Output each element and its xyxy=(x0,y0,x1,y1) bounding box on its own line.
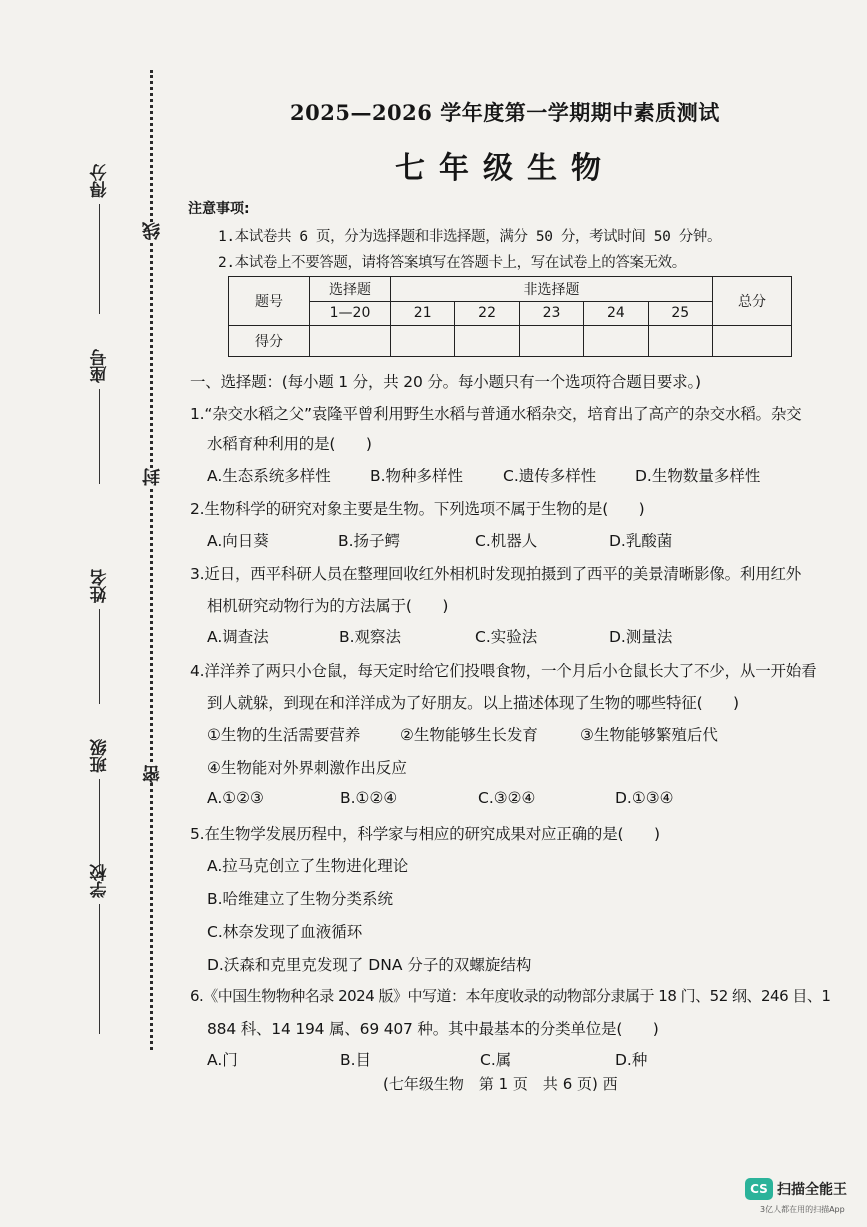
seal-char-seal: 封 xyxy=(142,468,163,486)
statement: ②生物能够生长发育 xyxy=(400,726,538,744)
seal-char-secret: 密 xyxy=(142,765,163,783)
question-5-text: 5.在生物学发展历程中，科学家与相应的研究成果对应正确的是( ) xyxy=(190,825,660,843)
field-class: 班级 xyxy=(80,730,120,880)
table-cell-empty xyxy=(455,326,519,357)
option-b: B.目 xyxy=(340,1051,372,1069)
question-2-text: 2.生物科学的研究对象主要是生物。下列选项不属于生物的是( ) xyxy=(190,500,645,518)
table-cell-q21: 21 xyxy=(391,301,455,326)
question-5-option-d: D.沃森和克里克发现了 DNA 分子的双螺旋结构 xyxy=(207,956,532,974)
table-cell-empty xyxy=(391,326,455,357)
field-score: 得分 xyxy=(80,150,120,320)
table-cell-q22: 22 xyxy=(455,301,519,326)
option-b: B.扬子鳄 xyxy=(338,532,401,550)
option-a: A.门 xyxy=(207,1051,238,1069)
option-a: A.向日葵 xyxy=(207,532,269,550)
question-3-text: 3.近日，西平科研人员在整理回收红外相机时发现拍摄到了西平的美景清晰影像。利用红外 xyxy=(190,565,802,583)
statement: ①生物的生活需要营养 xyxy=(207,726,361,744)
option-a: A.调查法 xyxy=(207,628,269,646)
table-header-number: 题号 xyxy=(229,277,310,326)
field-seat-number: 座号 xyxy=(80,340,120,490)
table-cell-q23: 23 xyxy=(519,301,583,326)
table-cell-empty xyxy=(519,326,583,357)
seal-char-line: 线 xyxy=(142,222,163,240)
table-header-choice: 选择题 xyxy=(310,277,391,302)
field-school: 学校 xyxy=(80,860,120,1040)
field-name: 姓名 xyxy=(80,560,120,710)
option-d: D.生物数量多样性 xyxy=(635,467,761,485)
option-d: D.种 xyxy=(615,1051,648,1069)
exam-title: 2025—2026 学年度第一学期期中素质测试 xyxy=(290,100,720,125)
score-table xyxy=(228,276,792,357)
option-c: C.遗传多样性 xyxy=(503,467,597,485)
statement: ③生物能够繁殖后代 xyxy=(580,726,718,744)
question-4-text: 到人就躲，到现在和洋洋成为了好朋友。以上描述体现了生物的哪些特征( ) xyxy=(207,694,739,712)
question-6-text: 6.《中国生物物种名录 2024 版》中写道：本年度收录的动物部分隶属于 18 门、52 纲、246 目、1 xyxy=(190,987,831,1005)
question-5-option-a: A.拉马克创立了生物进化理论 xyxy=(207,857,409,875)
table-cell-empty xyxy=(584,326,648,357)
section-heading: 一、选择题：(每小题 1 分，共 20 分。每小题只有一个选项符合题目要求。) xyxy=(190,373,701,391)
question-5-option-b: B.哈维建立了生物分类系统 xyxy=(207,890,394,908)
table-cell-q25: 25 xyxy=(648,301,712,326)
option-b: B.①②④ xyxy=(340,789,398,807)
question-5-option-c: C.林奈发现了血液循环 xyxy=(207,923,363,941)
scanner-name: 扫描全能王 xyxy=(777,1182,847,1198)
question-6-text: 884 科、14 194 属、69 407 种。其中最基本的分类单位是( ) xyxy=(207,1020,659,1038)
exam-subject: 七年级生物 xyxy=(395,151,615,186)
question-1-text: 1.“杂交水稻之父”袁隆平曾利用野生水稻与普通水稻杂交，培育出了高产的杂交水稻。杂交 xyxy=(190,405,802,423)
question-3-text: 相机研究动物行为的方法属于( ) xyxy=(207,597,449,615)
statement: ④生物能对外界刺激作出反应 xyxy=(207,759,407,777)
scanner-watermark xyxy=(745,1178,847,1200)
table-header-nonchoice: 非选择题 xyxy=(391,277,713,302)
table-header-total: 总分 xyxy=(713,277,792,326)
question-1-text: 水稻育种利用的是( ) xyxy=(207,435,372,453)
notice-item: 1.本试卷共 6 页，分为选择题和非选择题，满分 50 分，考试时间 50 分钟。 xyxy=(218,229,722,245)
option-d: D.乳酸菌 xyxy=(609,532,673,550)
option-c: C.机器人 xyxy=(475,532,538,550)
table-row-score-label: 得分 xyxy=(229,326,310,357)
notice-heading: 注意事项: xyxy=(188,201,250,217)
page-footer: (七年级生物 第 1 页 共 6 页) 西 xyxy=(383,1075,618,1093)
table-cell-empty xyxy=(648,326,712,357)
option-b: B.物种多样性 xyxy=(370,467,464,485)
option-a: A.①②③ xyxy=(207,789,264,807)
scanner-logo-icon: CS xyxy=(745,1178,773,1200)
table-cell-q24: 24 xyxy=(584,301,648,326)
seal-dotted-line xyxy=(150,70,153,1050)
option-c: C.实验法 xyxy=(475,628,538,646)
table-cell-empty xyxy=(713,326,792,357)
option-c: C.③②④ xyxy=(478,789,536,807)
option-a: A.生态系统多样性 xyxy=(207,467,331,485)
option-c: C.属 xyxy=(480,1051,512,1069)
table-cell-choice-range: 1—20 xyxy=(310,301,391,326)
table-cell-empty xyxy=(310,326,391,357)
option-d: D.测量法 xyxy=(609,628,673,646)
notice-item: 2.本试卷上不要答题，请将答案填写在答题卡上，写在试卷上的答案无效。 xyxy=(218,255,686,271)
question-4-text: 4.洋洋养了两只小仓鼠，每天定时给它们投喂食物，一个月后小仓鼠长大了不少，从一开始看 xyxy=(190,662,817,680)
option-d: D.①③④ xyxy=(615,789,674,807)
scanner-tagline: 3亿人都在用的扫描App xyxy=(760,1205,845,1214)
option-b: B.观察法 xyxy=(339,628,402,646)
